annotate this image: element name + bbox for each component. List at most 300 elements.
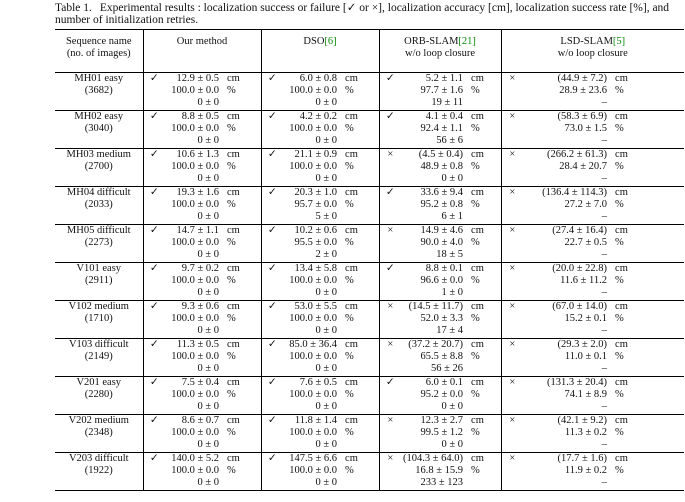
value-cell: 97.7 ± 1.6 [420, 85, 464, 96]
unit-cell: cm [223, 263, 261, 276]
sequence-group [55, 453, 684, 491]
sequence-group [55, 377, 684, 415]
status-empty [261, 389, 283, 401]
status-empty [379, 135, 401, 149]
sequence-images: (2273) [55, 237, 143, 249]
status-empty [261, 211, 283, 225]
status-empty [379, 85, 401, 97]
success-check-icon [386, 377, 395, 388]
value-cell: 100.0 ± 0.0 [171, 237, 219, 248]
table-row [55, 363, 684, 377]
unit-cell [611, 97, 684, 111]
unit-cell: cm [223, 149, 261, 162]
value-cell: 95.7 ± 0.0 [294, 199, 338, 210]
table-row [55, 73, 684, 86]
value-cell: – [523, 287, 611, 301]
status-empty [501, 465, 523, 477]
status-cell [379, 187, 401, 200]
value-cell: 28.9 ± 23.6 [559, 85, 608, 96]
sequence-images: (2033) [55, 199, 143, 211]
unit-cell [611, 363, 684, 377]
unit-cell: cm [467, 73, 501, 86]
status-empty [261, 237, 283, 249]
value-cell: 100.0 ± 0.0 [289, 351, 338, 362]
value-cell: (58.3 ± 6.9) [557, 111, 608, 122]
value-cell: 6.0 ± 0.8 [299, 73, 338, 84]
unit-cell: cm [341, 225, 379, 238]
failure-cross-icon [509, 225, 515, 236]
status-cell [379, 377, 401, 390]
status-empty [143, 477, 165, 491]
value-cell: 0 ± 0 [283, 287, 341, 301]
unit-cell: % [615, 389, 624, 400]
sequence-images: (1922) [55, 465, 143, 477]
value-cell: 5 ± 0 [283, 211, 341, 225]
unit-cell: cm [341, 377, 379, 390]
status-empty [501, 275, 523, 287]
status-empty [143, 313, 165, 325]
success-check-icon [150, 339, 159, 350]
value-cell: 14.9 ± 4.6 [420, 225, 464, 236]
failure-cross-icon [509, 149, 515, 160]
header-lsd-ref[interactable]: [5] [612, 36, 626, 47]
status-cell [501, 149, 523, 162]
unit-cell: cm [615, 187, 628, 198]
status-empty [379, 173, 401, 187]
unit-cell: % [223, 465, 261, 477]
status-empty [143, 97, 165, 111]
value-cell: 0 ± 0 [165, 97, 223, 111]
value-cell: 0 ± 0 [165, 249, 223, 263]
table-row [55, 325, 684, 339]
status-empty [379, 123, 401, 135]
value-cell: 6.0 ± 0.1 [425, 377, 464, 388]
success-check-icon [150, 73, 159, 84]
value-cell: 100.0 ± 0.0 [171, 275, 219, 286]
status-cell [261, 187, 283, 200]
failure-cross-icon [387, 339, 393, 350]
results-table [55, 29, 684, 491]
unit-cell: % [615, 237, 624, 248]
value-cell: 100.0 ± 0.0 [171, 161, 219, 172]
success-check-icon [268, 187, 277, 198]
value-cell: 0 ± 0 [165, 363, 223, 377]
unit-cell: cm [223, 453, 261, 466]
unit-cell: cm [223, 415, 261, 428]
value-cell: 9.7 ± 0.2 [181, 263, 219, 274]
status-cell [143, 415, 165, 428]
status-cell [261, 263, 283, 276]
status-empty [379, 325, 401, 339]
table-row [55, 123, 684, 135]
sequence-images: (2911) [55, 275, 143, 287]
status-empty [379, 249, 401, 263]
sequence-empty [55, 211, 143, 225]
status-empty [143, 173, 165, 187]
value-cell: (27.4 ± 16.4) [552, 225, 608, 236]
table-row [55, 249, 684, 263]
value-cell: 147.5 ± 6.6 [289, 453, 338, 464]
value-cell: 18 ± 5 [401, 249, 467, 263]
value-cell: 100.0 ± 0.0 [289, 275, 338, 286]
unit-cell: % [615, 199, 624, 210]
value-cell: – [523, 135, 611, 149]
unit-cell [341, 287, 379, 301]
sequence-group [55, 187, 684, 225]
unit-cell [611, 477, 684, 491]
unit-cell [467, 287, 501, 301]
sequence-name: V202 medium [55, 415, 143, 428]
status-empty [379, 389, 401, 401]
header-lsd-label: LSD-SLAM [560, 36, 613, 47]
status-empty [501, 123, 523, 135]
status-empty [261, 439, 283, 453]
unit-cell [467, 401, 501, 415]
value-cell: – [523, 325, 611, 339]
status-empty [501, 97, 523, 111]
status-empty [261, 85, 283, 97]
status-empty [143, 211, 165, 225]
status-empty [143, 237, 165, 249]
unit-cell [341, 439, 379, 453]
unit-cell: cm [223, 225, 261, 238]
success-check-icon [386, 187, 395, 198]
success-check-icon [268, 453, 277, 464]
header-row [55, 30, 684, 73]
status-cell [261, 453, 283, 466]
sequence-images: (2348) [55, 427, 143, 439]
status-empty [379, 313, 401, 325]
failure-cross-icon [509, 453, 515, 464]
value-cell: 21.1 ± 0.9 [294, 149, 338, 160]
sequence-images: (3040) [55, 123, 143, 135]
table-row [55, 111, 684, 124]
failure-cross-icon [509, 187, 515, 198]
status-empty [379, 199, 401, 211]
unit-cell [223, 325, 261, 339]
status-cell [501, 187, 523, 200]
unit-cell: cm [341, 73, 379, 86]
status-empty [501, 401, 523, 415]
table-row [55, 199, 684, 211]
unit-cell: cm [615, 111, 628, 122]
unit-cell [611, 173, 684, 187]
value-cell: 0 ± 0 [401, 439, 467, 453]
header-sequence [55, 30, 143, 73]
value-cell: 1 ± 0 [401, 287, 467, 301]
status-empty [501, 287, 523, 301]
table-caption [55, 2, 680, 26]
status-empty [379, 97, 401, 111]
unit-cell: % [341, 85, 379, 97]
status-cell [261, 415, 283, 428]
value-cell: (37.2 ± 20.7) [408, 339, 464, 350]
status-cell [379, 149, 401, 162]
sequence-empty [55, 363, 143, 377]
status-empty [261, 363, 283, 377]
status-empty [143, 439, 165, 453]
sequence-empty [55, 439, 143, 453]
unit-cell [223, 249, 261, 263]
status-empty [261, 325, 283, 339]
unit-cell [611, 135, 684, 149]
status-empty [261, 287, 283, 301]
status-empty [261, 313, 283, 325]
value-cell: 100.0 ± 0.0 [289, 123, 338, 134]
sequence-group [55, 301, 684, 339]
table-row [55, 415, 684, 428]
value-cell: 96.6 ± 0.0 [420, 275, 464, 286]
status-empty [379, 211, 401, 225]
value-cell: 11.3 ± 0.5 [176, 339, 219, 350]
sequence-name: MH01 easy [55, 73, 143, 86]
sequence-empty [55, 287, 143, 301]
unit-cell: % [467, 199, 501, 211]
status-cell [143, 225, 165, 238]
sequence-name: V102 medium [55, 301, 143, 314]
header-orb-ref[interactable]: [21] [458, 36, 476, 47]
status-cell [379, 453, 401, 466]
status-empty [261, 135, 283, 149]
status-empty [501, 477, 523, 491]
header-lsd-sub: w/o loop closure [557, 48, 628, 59]
unit-cell: cm [341, 187, 379, 200]
value-cell: 8.8 ± 0.5 [181, 111, 219, 122]
table-row [55, 377, 684, 390]
unit-cell [467, 363, 501, 377]
status-cell [261, 301, 283, 314]
unit-cell: % [467, 237, 501, 249]
unit-cell: cm [615, 301, 628, 312]
sequence-images: (2700) [55, 161, 143, 173]
status-cell [261, 225, 283, 238]
value-cell: 9.3 ± 0.6 [181, 301, 219, 312]
unit-cell [341, 477, 379, 491]
unit-cell [223, 97, 261, 111]
value-cell: (29.3 ± 2.0) [557, 339, 608, 350]
failure-cross-icon [509, 111, 515, 122]
value-cell: 85.0 ± 36.4 [289, 339, 338, 350]
status-empty [501, 161, 523, 173]
sequence-empty [55, 97, 143, 111]
value-cell: 22.7 ± 0.5 [564, 237, 608, 248]
value-cell: 100.0 ± 0.0 [171, 465, 219, 476]
failure-cross-icon [509, 301, 515, 312]
status-cell [501, 453, 523, 466]
value-cell: 0 ± 0 [165, 325, 223, 339]
header-orb [379, 30, 501, 73]
success-check-icon [150, 111, 159, 122]
unit-cell [223, 287, 261, 301]
value-cell: 12.9 ± 0.5 [176, 73, 219, 84]
unit-cell [467, 477, 501, 491]
value-cell: 11.9 ± 0.2 [564, 465, 608, 476]
status-empty [501, 439, 523, 453]
unit-cell: % [615, 123, 624, 134]
unit-cell: % [615, 85, 624, 96]
success-check-icon [386, 111, 395, 122]
unit-cell: % [615, 161, 624, 172]
table-row [55, 427, 684, 439]
value-cell: 233 ± 123 [401, 477, 467, 491]
unit-cell [341, 363, 379, 377]
status-cell [261, 149, 283, 162]
table-row [55, 211, 684, 225]
value-cell: 7.5 ± 0.4 [181, 377, 219, 388]
value-cell: (4.5 ± 0.4) [418, 149, 464, 160]
value-cell: 92.4 ± 1.1 [420, 123, 464, 134]
value-cell: 12.3 ± 2.7 [420, 415, 464, 426]
status-empty [261, 161, 283, 173]
status-empty [143, 351, 165, 363]
unit-cell [467, 211, 501, 225]
table-row [55, 389, 684, 401]
status-empty [143, 427, 165, 439]
value-cell: – [523, 363, 611, 377]
unit-cell [341, 401, 379, 415]
failure-cross-icon [387, 225, 393, 236]
sequence-name: MH02 easy [55, 111, 143, 124]
value-cell: 95.2 ± 0.8 [420, 199, 464, 210]
status-cell [501, 301, 523, 314]
status-cell [143, 339, 165, 352]
value-cell: 0 ± 0 [283, 135, 341, 149]
value-cell: 0 ± 0 [283, 325, 341, 339]
value-cell: 100.0 ± 0.0 [171, 85, 219, 96]
sequence-images: (2149) [55, 351, 143, 363]
value-cell: 100.0 ± 0.0 [171, 199, 219, 210]
status-empty [261, 477, 283, 491]
success-check-icon [150, 415, 159, 426]
status-cell [501, 73, 523, 86]
table-row [55, 97, 684, 111]
failure-cross-icon [387, 453, 393, 464]
table-row [55, 351, 684, 363]
header-dso-label: DSO [303, 36, 325, 47]
value-cell: (42.1 ± 9.2) [557, 415, 608, 426]
sequence-group [55, 73, 684, 111]
value-cell: 27.2 ± 7.0 [564, 199, 608, 210]
header-dso-ref[interactable]: [6] [324, 36, 337, 47]
status-empty [379, 287, 401, 301]
status-empty [261, 465, 283, 477]
unit-cell [223, 211, 261, 225]
sequence-empty [55, 325, 143, 339]
table-row [55, 161, 684, 173]
status-cell [379, 73, 401, 86]
success-check-icon [268, 263, 277, 274]
unit-cell: % [341, 161, 379, 173]
success-check-icon [150, 377, 159, 388]
sequence-empty [55, 173, 143, 187]
value-cell: 0 ± 0 [165, 287, 223, 301]
status-empty [379, 427, 401, 439]
value-cell: – [523, 173, 611, 187]
header-our-method-label: Our method [176, 36, 228, 47]
value-cell: 100.0 ± 0.0 [289, 389, 338, 400]
unit-cell: % [223, 389, 261, 401]
unit-cell: cm [467, 225, 501, 238]
table-row [55, 275, 684, 287]
success-check-icon [268, 415, 277, 426]
status-empty [379, 363, 401, 377]
value-cell: 100.0 ± 0.0 [171, 427, 219, 438]
status-empty [379, 465, 401, 477]
unit-cell: cm [615, 263, 628, 274]
status-cell [261, 111, 283, 124]
value-cell: 52.0 ± 3.3 [420, 313, 464, 324]
status-empty [501, 325, 523, 339]
unit-cell: % [341, 275, 379, 287]
success-check-icon [268, 225, 277, 236]
sequence-name: V201 easy [55, 377, 143, 390]
status-empty [261, 199, 283, 211]
unit-cell: cm [341, 339, 379, 352]
status-empty [379, 161, 401, 173]
value-cell: – [523, 97, 611, 111]
status-empty [261, 97, 283, 111]
status-empty [261, 351, 283, 363]
status-cell [501, 111, 523, 124]
sequence-empty [55, 401, 143, 415]
value-cell: – [523, 439, 611, 453]
sequence-empty [55, 135, 143, 149]
status-cell [143, 263, 165, 276]
unit-cell: cm [467, 149, 501, 162]
unit-cell: % [223, 199, 261, 211]
value-cell: 4.2 ± 0.2 [299, 111, 338, 122]
unit-cell: cm [341, 149, 379, 162]
status-empty [501, 389, 523, 401]
status-empty [143, 135, 165, 149]
table-row [55, 465, 684, 477]
unit-cell: cm [341, 111, 379, 124]
value-cell: 100.0 ± 0.0 [171, 313, 219, 324]
sequence-images: (2280) [55, 389, 143, 401]
table-row [55, 313, 684, 325]
unit-cell [467, 97, 501, 111]
status-empty [143, 325, 165, 339]
status-cell [379, 415, 401, 428]
value-cell: 15.2 ± 0.1 [564, 313, 608, 324]
header-sequence-line1: Sequence name [65, 36, 132, 47]
unit-cell: cm [223, 339, 261, 352]
unit-cell: % [223, 313, 261, 325]
value-cell: 0 ± 0 [165, 477, 223, 491]
unit-cell: % [223, 237, 261, 249]
table-row [55, 85, 684, 97]
value-cell: 8.6 ± 0.7 [181, 415, 219, 426]
success-check-icon [268, 149, 277, 160]
status-cell [501, 377, 523, 390]
sequence-name: MH05 difficult [55, 225, 143, 238]
unit-cell: cm [615, 339, 628, 350]
value-cell: – [523, 401, 611, 415]
unit-cell: % [467, 85, 501, 97]
value-cell: 95.2 ± 0.0 [420, 389, 464, 400]
value-cell: 0 ± 0 [401, 401, 467, 415]
sequence-name: V203 difficult [55, 453, 143, 466]
table-row [55, 401, 684, 415]
value-cell: 0 ± 0 [283, 439, 341, 453]
caption-text: Experimental results : localization success or failure [✓ or ×], localization accuracy [cm], localization success rate [%], and number of initialization retries. [55, 2, 670, 26]
status-empty [261, 173, 283, 187]
value-cell: (20.0 ± 22.8) [552, 263, 608, 274]
value-cell: 0 ± 0 [165, 135, 223, 149]
unit-cell: cm [223, 187, 261, 200]
unit-cell: cm [467, 301, 501, 314]
unit-cell: cm [467, 415, 501, 428]
